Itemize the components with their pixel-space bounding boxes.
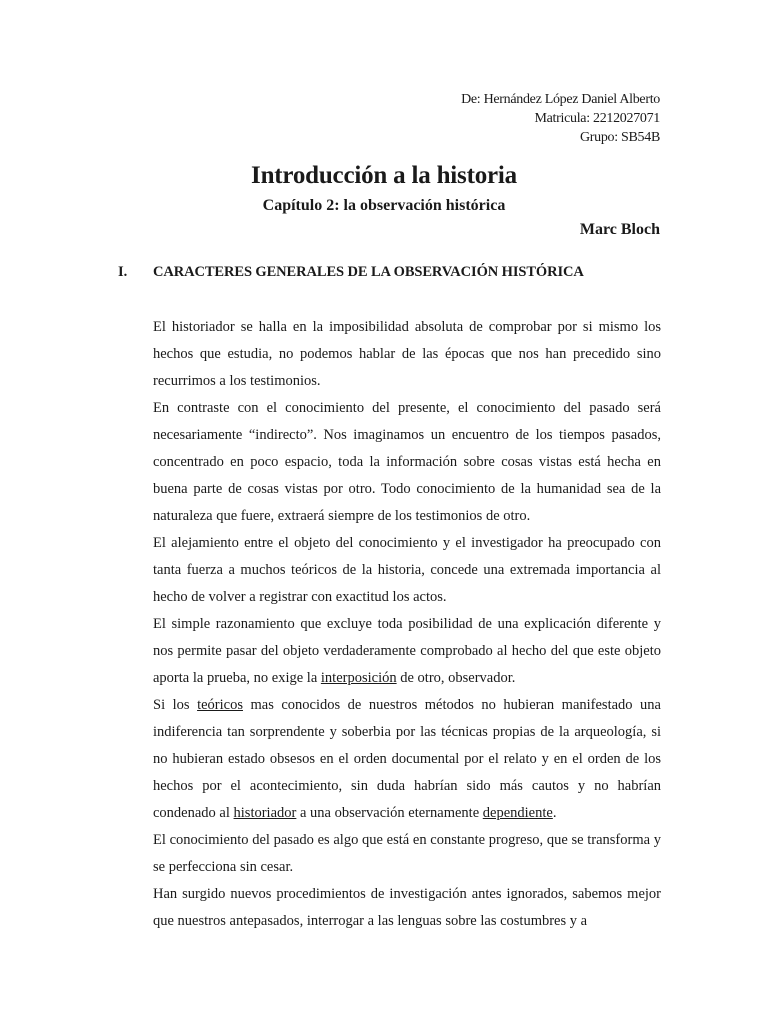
- paragraph-7: Han surgido nuevos procedimientos de investigación antes ignorados, sabemos mejor que nuestros antepasados, interrogar a las lenguas sobre las costumbres y a: [153, 886, 661, 929]
- paragraph-1: El historiador se halla en la imposibilidad absoluta de comprobar por si mismo los hechos que estudia, no podemos hablar de las épocas que nos han precedido sino recurrimos a los testimonios.: [153, 319, 661, 389]
- document-title: Introducción a la historia: [251, 162, 517, 189]
- paragraph-5: [153, 692, 661, 827]
- paragraph-2: En contraste con el conocimiento del presente, el conocimiento del pasado será necesariamente “indirecto”. Nos imaginamos un encuentro de los tiempos pasados, concentrado en poco espacio, toda la información sobre cosas vistas está hecha en buena parte de cosas vistas por otro. Todo conocimiento de la humanidad sea de la naturaleza que fuere, extraerá siempre de los testimonios de otro.: [153, 400, 661, 524]
- paragraph-5-text-a: Si los: [153, 697, 198, 713]
- student-group: Grupo: SB54B: [579, 130, 660, 145]
- section-heading: CARACTERES GENERALES DE LA OBSERVACIÓN HISTÓRICA: [153, 264, 584, 280]
- paragraph-5-text-d: .: [552, 805, 557, 821]
- book-author: Marc Bloch: [579, 221, 660, 238]
- underlined-word-historiador: historiador: [233, 805, 297, 821]
- underlined-word-teoricos: teóricos: [197, 697, 243, 713]
- paragraph-4-text-a: El simple razonamiento que excluye toda posibilidad de una explicación diferente y nos permite pasar del objeto verdaderamente comprobado al hecho del que este objeto aporta la prueba, no exige la: [153, 616, 661, 686]
- section-numeral: I.: [118, 264, 128, 280]
- student-info: [461, 90, 660, 147]
- student-name: De: Hernández López Daniel Alberto: [461, 92, 660, 107]
- underlined-word-interposicion: interposición: [320, 670, 397, 686]
- paragraph-5-text-c: a una observación eternamente: [296, 805, 483, 821]
- paragraph-4-text-b: de otro, observador.: [396, 670, 516, 686]
- paragraph-5-text-b: mas conocidos de nuestros métodos no hubieran manifestado una indiferencia tan sorprendente y soberbia por las técnicas propias de la arqueología, si no hubieran estado obsesos en el orden documental por el relato y en el orden de los hechos por el acontecimiento, sin duda habrían sido más cautos y no habrían condenado al: [153, 697, 661, 821]
- paragraph-3: El alejamiento entre el objeto del conocimiento y el investigador ha preocupado con tanta fuerza a muchos teóricos de la historia, concede una extremada importancia al hecho de volver a registrar con exactitud los actos.: [153, 535, 661, 605]
- paragraph-6: El conocimiento del pasado es algo que está en constante progreso, que se transforma y se perfecciona sin cesar.: [153, 832, 661, 875]
- body-text: [153, 314, 661, 935]
- underlined-word-dependiente: dependiente: [482, 805, 553, 821]
- student-matricula: Matricula: 2212027071: [534, 111, 660, 126]
- paragraph-4: [153, 611, 661, 692]
- document-subtitle: Capítulo 2: la observación histórica: [262, 197, 506, 214]
